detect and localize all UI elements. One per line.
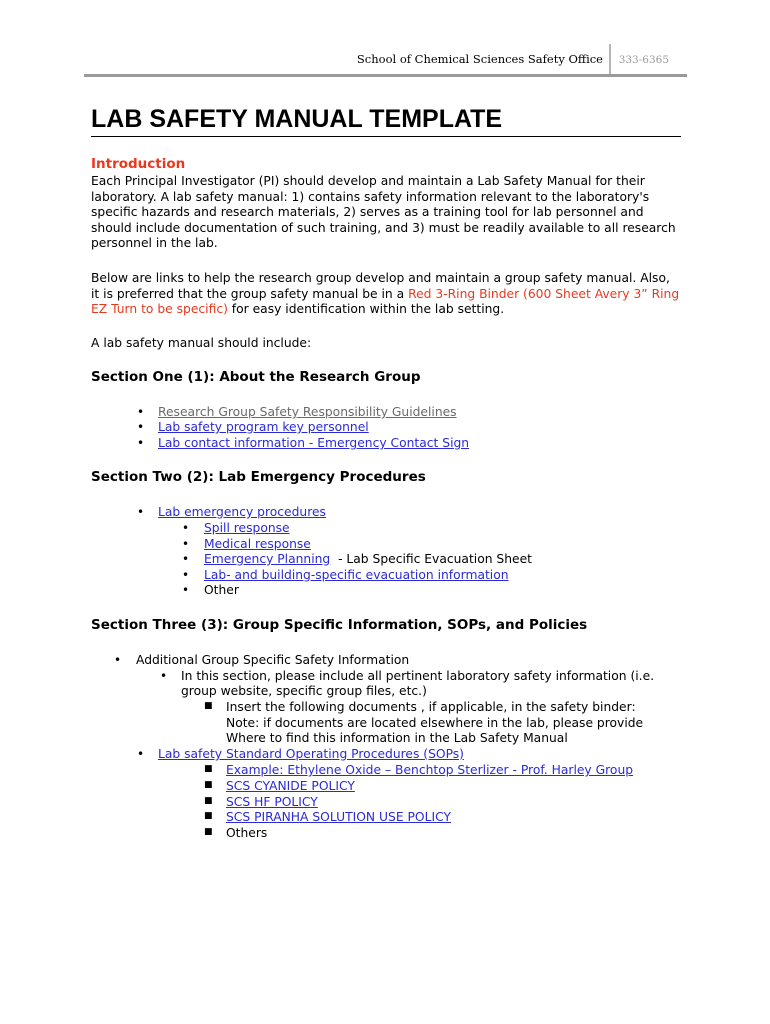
- insert-documents-line-3: Where to find this information in the Lab Safety Manual: [226, 731, 568, 745]
- additional-info-instructions-2: group website, specific group files, etc.): [181, 684, 427, 698]
- square-bullet-icon: ■: [204, 780, 213, 790]
- link-medical-response[interactable]: Medical response: [204, 537, 311, 551]
- title-rule: [91, 136, 681, 137]
- bullet-icon: •: [182, 568, 190, 582]
- bullet-icon: •: [137, 747, 145, 761]
- square-bullet-icon: ■: [204, 701, 213, 711]
- intro-text-2a: Below are links to help the research group develop and maintain a group safety manual. Also, it is preferred that the group safety manual be in a: [91, 271, 670, 301]
- bullet-icon: •: [182, 537, 190, 551]
- others-item: Others: [226, 826, 268, 840]
- intro-paragraph-1: [91, 174, 681, 252]
- link-ethylene-oxide-example[interactable]: Example: Ethylene Oxide – Benchtop Sterlizer - Prof. Harley Group: [226, 763, 634, 777]
- link-contact-information[interactable]: Lab contact information - Emergency Contact Sign: [158, 436, 470, 450]
- emergency-planning-item: [204, 552, 532, 568]
- insert-documents-line-1: Insert the following documents , if applicable, in the safety binder:: [226, 700, 636, 714]
- link-evacuation-information[interactable]: Lab- and building-specific evacuation information: [204, 568, 509, 582]
- bullet-icon: •: [182, 583, 190, 597]
- square-bullet-icon: ■: [204, 796, 213, 806]
- evacuation-sheet-text: - Lab Specific Evacuation Sheet: [330, 552, 532, 566]
- bullet-icon: •: [137, 505, 145, 519]
- link-sops[interactable]: Lab safety Standard Operating Procedures (SOPs): [158, 747, 464, 761]
- additional-info-instructions-1: In this section, please include all pertinent laboratory safety information (i.e.: [181, 669, 655, 683]
- square-bullet-icon: ■: [204, 811, 213, 821]
- office-phone: 333-6365: [618, 54, 669, 66]
- bullet-icon: •: [182, 552, 190, 566]
- binder-spec: Red 3-Ring Binder (600 Sheet Avery 3” Ring EZ Turn to be specific): [91, 286, 680, 317]
- intro-text-2b: for easy identification within the lab setting.: [227, 302, 505, 317]
- intro-heading: Introduction: [91, 156, 186, 172]
- square-bullet-icon: ■: [204, 764, 213, 774]
- link-emergency-procedures[interactable]: Lab emergency procedures: [158, 505, 326, 519]
- bullet-icon: •: [160, 669, 168, 683]
- bullet-icon: •: [137, 420, 145, 434]
- additional-info-item: Additional Group Specific Safety Information: [136, 653, 410, 667]
- link-piranha-policy[interactable]: SCS PIRANHA SOLUTION USE POLICY: [226, 810, 451, 824]
- link-responsibility-guidelines[interactable]: Research Group Safety Responsibility Guidelines: [158, 405, 457, 419]
- header-rule: [84, 74, 687, 77]
- link-cyanide-policy[interactable]: SCS CYANIDE POLICY: [226, 779, 355, 793]
- section-one-heading: Section One (1): About the Research Group: [91, 369, 421, 385]
- link-key-personnel[interactable]: Lab safety program key personnel: [158, 420, 369, 434]
- intro-text-3: A lab safety manual should include:: [91, 336, 312, 350]
- link-emergency-planning[interactable]: Emergency Planning: [204, 552, 331, 566]
- intro-paragraph-2: [91, 271, 681, 318]
- page-header: [84, 44, 687, 74]
- square-bullet-icon: ■: [204, 827, 213, 837]
- section-two-heading: Section Two (2): Lab Emergency Procedures: [91, 469, 426, 485]
- link-hf-policy[interactable]: SCS HF POLICY: [226, 795, 318, 809]
- bullet-icon: •: [137, 405, 145, 419]
- intro-text-1: Each Principal Investigator (PI) should develop and maintain a Lab Safety Manual for their laboratory. A lab safety manual: 1) contains safety information relevant to the laboratory's specific hazards and research materials, 2) serves as a training tool for lab personnel and should include documentation of such training, and 3) must be readily available to all research personnel in the lab.: [91, 174, 676, 251]
- intro-paragraph-3: [91, 336, 681, 352]
- insert-documents-line-2: Note: if documents are located elsewhere in the lab, please provide: [226, 716, 644, 730]
- link-spill-response[interactable]: Spill response: [204, 521, 290, 535]
- bullet-icon: •: [114, 653, 122, 667]
- section-three-heading: Section Three (3): Group Specific Information, SOPs, and Policies: [91, 617, 588, 633]
- bullet-icon: •: [137, 436, 145, 450]
- office-name: School of Chemical Sciences Safety Office: [356, 52, 603, 66]
- page-title: LAB SAFETY MANUAL TEMPLATE: [91, 105, 503, 133]
- bullet-icon: •: [182, 521, 190, 535]
- other-item: Other: [204, 583, 239, 597]
- header-divider: [609, 44, 611, 74]
